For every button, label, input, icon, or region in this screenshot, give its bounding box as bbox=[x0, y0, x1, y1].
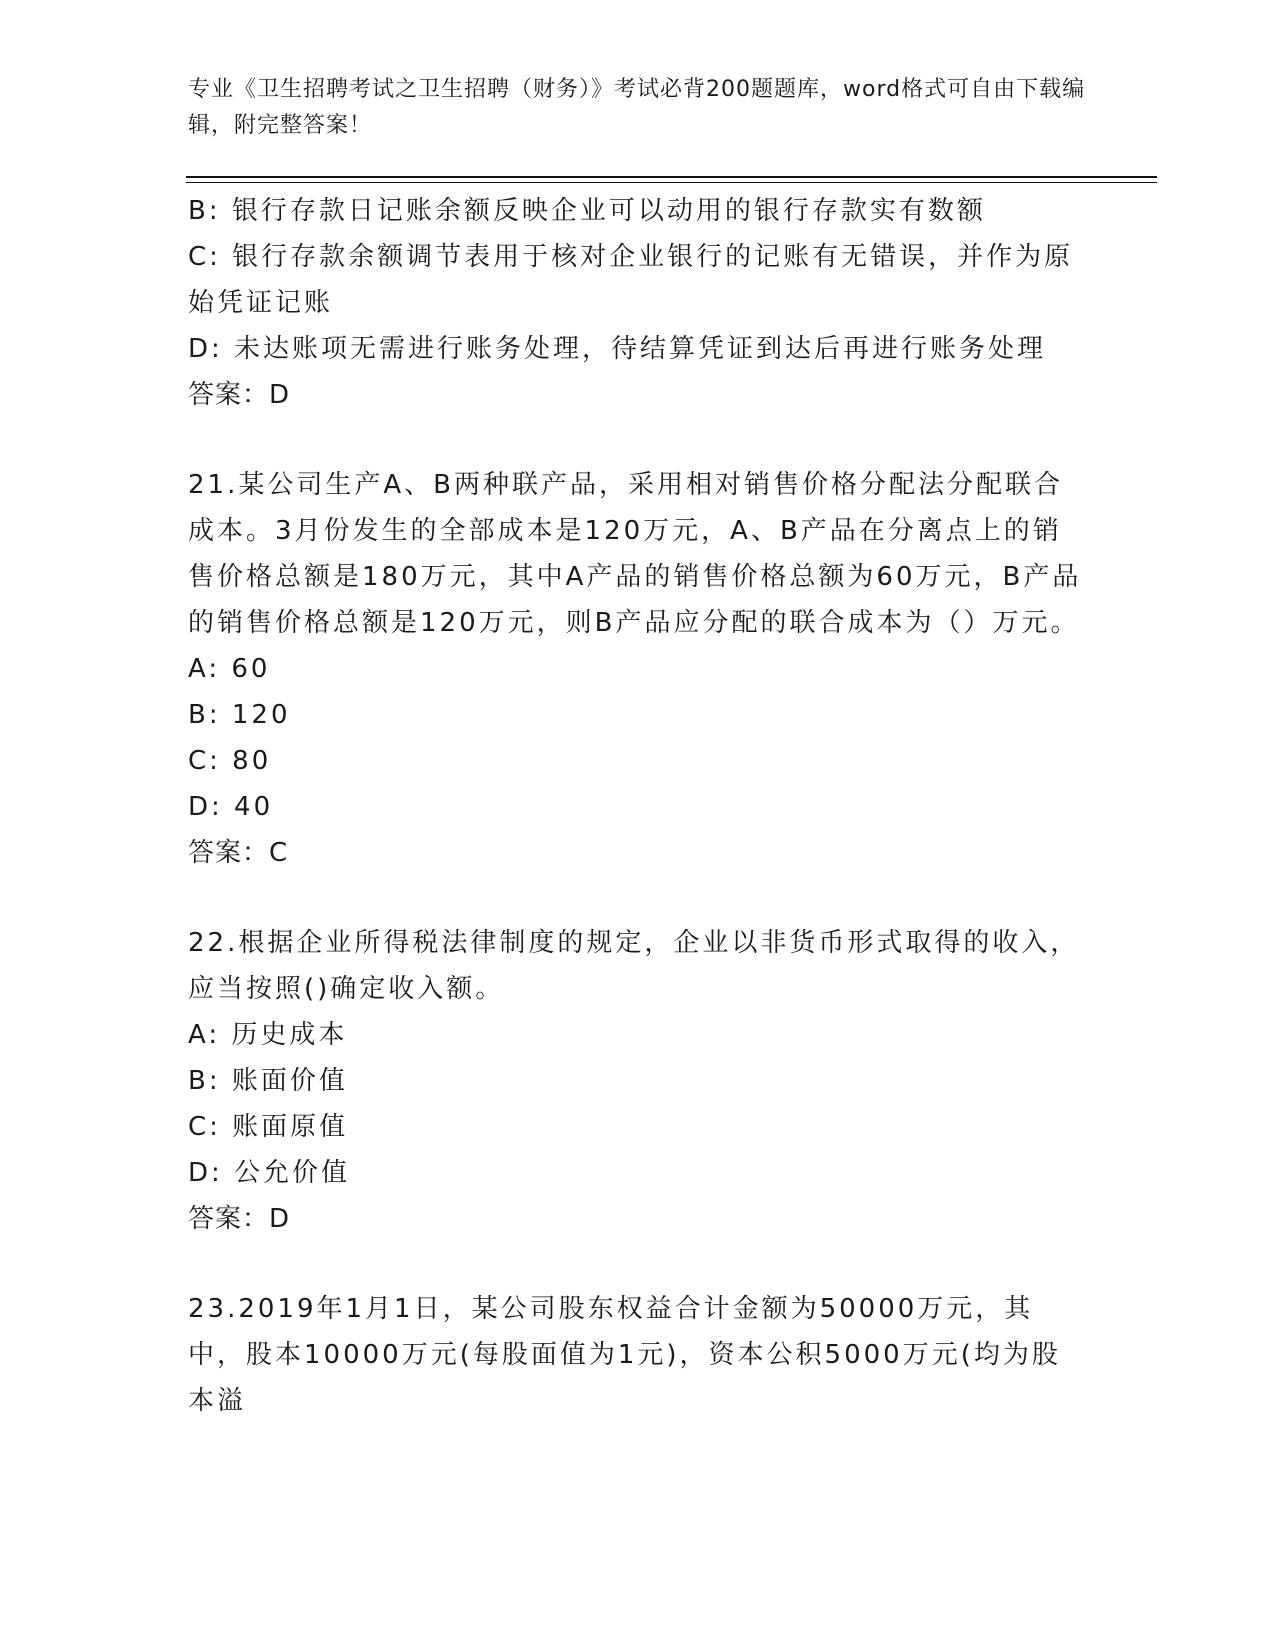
header-divider-thin bbox=[186, 182, 1157, 183]
option-c: C: 80 bbox=[188, 746, 272, 776]
option-b: B: 银行存款日记账余额反映企业可以动用的银行存款实有数额 bbox=[188, 196, 986, 226]
answer: 答案：D bbox=[188, 380, 291, 410]
header-title: 专业《卫生招聘考试之卫生招聘（财务）》考试必背200题题库，word格式可自由下载编辑，附完整答案！ bbox=[188, 77, 1086, 138]
question-gap bbox=[188, 1242, 1088, 1286]
question-23 bbox=[188, 1286, 1088, 1424]
header-divider-thick bbox=[186, 176, 1157, 178]
question-stem: 23.2019年1月1日，某公司股东权益合计金额为50000万元，其中，股本10000万元(每股面值为1元)，资本公积5000万元(均为股本溢 bbox=[188, 1294, 1061, 1416]
option-c: C: 银行存款余额调节表用于核对企业银行的记账有无错误，并作为原始凭证记账 bbox=[188, 242, 1074, 318]
option-d: D: 公允价值 bbox=[188, 1158, 351, 1188]
question-gap bbox=[188, 418, 1088, 462]
question-20-tail bbox=[188, 188, 1088, 418]
option-d: D: 未达账项无需进行账务处理，待结算凭证到达后再进行账务处理 bbox=[188, 334, 1047, 364]
question-stem: 22.根据企业所得税法律制度的规定，企业以非货币形式取得的收入，应当按照()确定收入额。 bbox=[188, 928, 1080, 1004]
document-body bbox=[188, 188, 1088, 1424]
option-b: B: 120 bbox=[188, 700, 291, 730]
answer: 答案：C bbox=[188, 838, 289, 868]
question-22 bbox=[188, 920, 1088, 1242]
question-stem: 21.某公司生产A、B两种联产品，采用相对销售价格分配法分配联合成本。3月份发生的全部成本是120万元，A、B产品在分离点上的销售价格总额是180万元，其中A产品的销售价格总额为60万元，B产品的销售价格总额是120万元，则B产品应分配的联合成本为（）万元。 bbox=[188, 470, 1082, 638]
option-b: B: 账面价值 bbox=[188, 1066, 348, 1096]
option-d: D: 40 bbox=[188, 792, 274, 822]
document-header bbox=[188, 72, 1088, 144]
option-a: A: 历史成本 bbox=[188, 1020, 348, 1050]
option-c: C: 账面原值 bbox=[188, 1112, 349, 1142]
question-21 bbox=[188, 462, 1088, 876]
question-gap bbox=[188, 876, 1088, 920]
answer: 答案：D bbox=[188, 1204, 291, 1234]
option-a: A: 60 bbox=[188, 654, 271, 684]
